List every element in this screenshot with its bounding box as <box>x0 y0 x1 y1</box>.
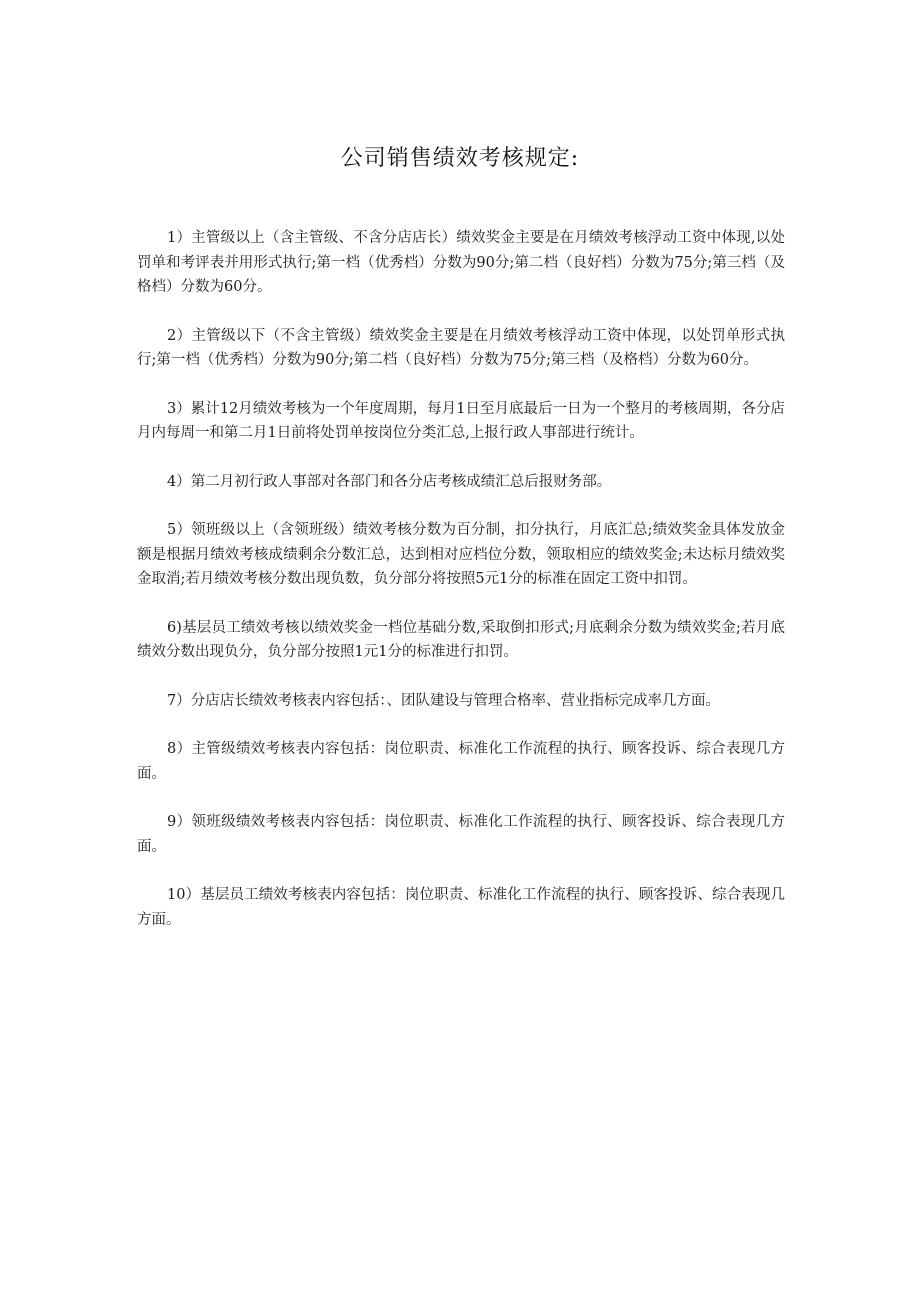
paragraph-6: 6)基层员工绩效考核以绩效奖金一档位基础分数,采取倒扣形式;月底剩余分数为绩效奖金;若月底绩效分数出现负分，负分部分按照1元1分的标准进行扣罚。 <box>137 619 785 660</box>
paragraph-2: 2）主管级以下（不含主管级）绩效奖金主要是在月绩效考核浮动工资中体现，以处罚单形式执行;第一档（优秀档）分数为90分;第二档（良好档）分数为75分;第三档（及格档）分数为60分。 <box>137 327 785 368</box>
paragraph-4: 4）第二月初行政人事部对各部门和各分店考核成绩汇总后报财务部。 <box>167 473 612 490</box>
paragraph-8: 8）主管级绩效考核表内容包括：岗位职责、标准化工作流程的执行、顾客投诉、综合表现几方面。 <box>137 741 785 782</box>
document-body <box>137 226 785 956</box>
paragraph-7: 7）分店店长绩效考核表内容包括：、团队建设与管理合格率、营业指标完成率几方面。 <box>167 692 720 709</box>
paragraph-3: 3）累计12月绩效考核为一个年度周期，每月1日至月底最后一日为一个整月的考核周期，各分店月内每周一和第二月1日前将处罚单按岗位分类汇总,上报行政人事部进行统计。 <box>137 400 785 441</box>
paragraph-1: 1）主管级以上（含主管级、不含分店店长）绩效奖金主要是在月绩效考核浮动工资中体现,以处罚单和考评表并用形式执行;第一档（优秀档）分数为90分;第二档（良好档）分数为75分;第三档（及格档）分数为60分。 <box>137 230 785 295</box>
paragraph-5: 5）领班级以上（含领班级）绩效考核分数为百分制，扣分执行，月底汇总;绩效奖金具体发放金额是根据月绩效考核成绩剩余分数汇总，达到相对应档位分数，领取相应的绩效奖金;未达标月绩效奖金取消;若月绩效考核分数出现负数，负分部分将按照5元1分的标准在固定工资中扣罚。 <box>137 522 785 587</box>
paragraph-10: 10）基层员工绩效考核表内容包括：岗位职责、标准化工作流程的执行、顾客投诉、综合表现几方面。 <box>137 887 785 928</box>
document-title: 公司销售绩效考核规定: <box>340 146 580 171</box>
paragraph-9: 9）领班级绩效考核表内容包括：岗位职责、标准化工作流程的执行、顾客投诉、综合表现几方面。 <box>137 814 785 855</box>
